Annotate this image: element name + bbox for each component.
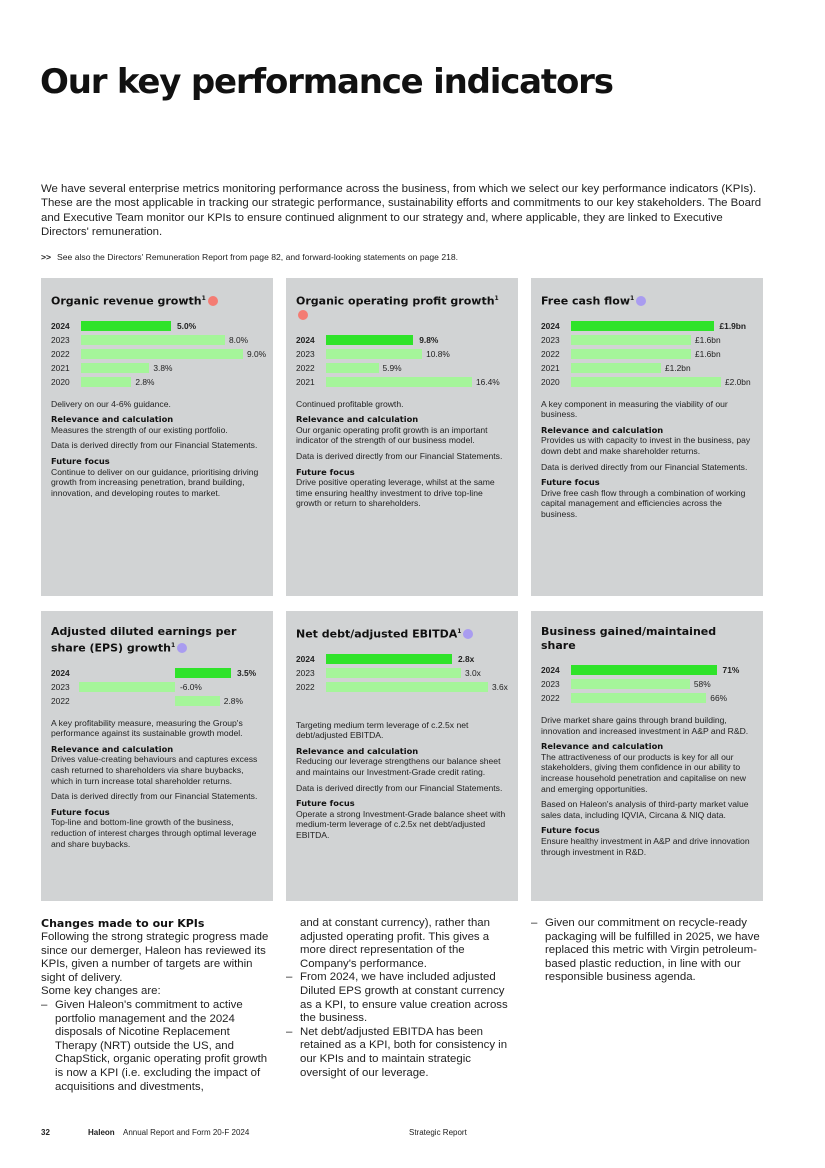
future-focus-text: Ensure healthy investment in A&P and drive innovation through investment in R&D.: [541, 835, 750, 857]
bar-value-label: 3.8%: [153, 362, 173, 373]
bar-value-label: 5.0%: [177, 320, 197, 331]
bar-2023: [79, 682, 175, 692]
relevance-text: Measures the strength of our existing portfolio.: [51, 424, 228, 435]
kpi-title: [296, 625, 508, 642]
bar-2021: [81, 363, 149, 373]
relevance-heading: Relevance and calculation: [541, 424, 664, 435]
bar-value-label: £1.2bn: [665, 362, 691, 373]
kpi-card-free-cash-flow: [531, 278, 763, 596]
bar-2022: [571, 693, 706, 703]
kpi-title-text: Adjusted diluted earnings per share (EPS) growth: [51, 625, 237, 655]
data-source-text: Data is derived directly from our Financial Statements.: [296, 451, 503, 462]
bar-2022: [326, 363, 379, 373]
future-focus-text: Drive free cash flow through a combination of working capital management and efficiencies across the business.: [541, 487, 746, 519]
changes-heading: Changes made to our KPIs: [41, 917, 205, 930]
changes-item-1b: and at constant currency), rather than adjusted operating profit. This gives a more direct representation of the Company's performance.: [300, 917, 490, 970]
footnote-marker: 1: [201, 295, 206, 302]
bar-row-2022: [541, 347, 753, 361]
page-title: Our key performance indicators: [40, 62, 613, 102]
relevance-text: Provides us with capacity to invest in the business, pay down debt and make shareholder returns.: [541, 435, 751, 457]
footer-brand: Haleon: [88, 1128, 115, 1137]
kpi-title: [51, 292, 263, 309]
relevance-text: The attractiveness of our products is key for all our stakeholders, giving them confidence in our ability to increase household penetration and capitalise on new and emerging opportunities.: [541, 751, 746, 794]
kpi-bar-chart: [541, 319, 753, 389]
kpi-description: [296, 720, 508, 841]
bar-2022: [175, 696, 220, 706]
bar-2023: [571, 335, 691, 345]
changes-item-1a: – Given Haleon's commitment to active portfolio management and the 2024 disposals of Nicotine Replacement Therapy (NRT) outside the US, and ChapStick, organic operating profit growth is now a KPI (i.e. excluding the impact of acquisitions and divestments,: [41, 999, 273, 1094]
kpi-description: [51, 399, 263, 499]
bar-value-label: 8.0%: [229, 334, 249, 345]
changes-column-3: [531, 917, 761, 985]
bar-category-label: 2024: [296, 653, 315, 664]
kpi-summary: Delivery on our 4-6% guidance.: [51, 398, 171, 409]
kpi-bar-chart: [51, 666, 263, 708]
bar-category-label: 2023: [296, 348, 315, 359]
future-focus-heading: Future focus: [541, 825, 600, 836]
bar-row-2023: [541, 677, 753, 691]
kpi-title-text: Free cash flow: [541, 294, 631, 308]
red-dot-icon: [208, 296, 218, 306]
bar-category-label: 2022: [541, 348, 560, 359]
red-dot-icon: [298, 310, 308, 320]
kpi-bar-chart: [296, 333, 508, 389]
bar-category-label: 2020: [51, 376, 70, 387]
bar-value-label: 10.8%: [426, 348, 450, 359]
bar-row-2021: [51, 361, 263, 375]
data-source-text: Data is derived directly from our Financial Statements.: [51, 791, 258, 802]
bar-row-2024: [296, 333, 508, 347]
bar-row-2024: [51, 319, 263, 333]
kpi-summary: A key profitability measure, measuring the Group's performance against its sustainable growth model.: [51, 717, 243, 739]
relevance-text: Our organic operating profit growth is an important indicator of the strength of our business model.: [296, 424, 488, 446]
footnote-marker: 1: [457, 628, 462, 635]
kpi-title: [51, 625, 263, 656]
kpi-bar-chart: [296, 652, 508, 694]
bar-2024: [175, 668, 231, 678]
kpi-summary: Continued profitable growth.: [296, 398, 404, 409]
bar-category-label: 2022: [541, 693, 560, 703]
bar-value-label: 9.8%: [419, 334, 439, 345]
bar-row-2022: [541, 691, 753, 705]
future-focus-heading: Future focus: [541, 477, 600, 488]
bar-category-label: 2024: [51, 667, 70, 678]
kpi-card-adjusted-eps-growth: [41, 611, 273, 901]
bar-row-2020: [51, 375, 263, 389]
bar-value-label: 71%: [722, 665, 740, 675]
bar-value-label: 5.9%: [382, 362, 402, 373]
bar-row-2023: [51, 333, 263, 347]
bar-category-label: 2023: [541, 334, 560, 345]
bar-value-label: 2.8%: [223, 695, 243, 706]
kpi-description: [541, 715, 753, 857]
bar-value-label: 3.6x: [492, 681, 508, 692]
intro-paragraph: We have several enterprise metrics monitoring performance across the business, from which we select our key performance indicators (KPIs). These are the most applicable in tracking our strategic performance, sustainability efforts and commitments to our key stakeholders. The Board and Executive Team monitor our KPIs to ensure continued alignment to our strategy and, where applicable, they are linked to Executive Directors' remuneration.: [41, 183, 762, 239]
bar-value-label: £1.6bn: [695, 348, 721, 359]
bar-category-label: 2021: [296, 376, 315, 387]
kpi-description: [51, 718, 263, 850]
bar-2021: [571, 363, 661, 373]
bar-row-2022: [51, 694, 263, 708]
bar-2024: [81, 321, 171, 331]
bar-category-label: 2021: [51, 362, 70, 373]
kpi-summary: Targeting medium term leverage of c.2.5x net debt/adjusted EBITDA.: [296, 719, 469, 741]
bar-2023: [81, 335, 225, 345]
bar-value-label: 9.0%: [247, 348, 267, 359]
relevance-heading: Relevance and calculation: [541, 741, 664, 752]
footer-section: Strategic Report: [409, 1128, 467, 1137]
bar-row-2023: [296, 347, 508, 361]
purple-dot-icon: [636, 296, 646, 306]
footnote-marker: 1: [494, 295, 499, 302]
bar-category-label: 2022: [296, 681, 315, 692]
bar-2023: [326, 668, 461, 678]
bar-category-label: 2022: [51, 695, 70, 706]
bar-row-2021: [296, 375, 508, 389]
bar-value-label: 66%: [710, 693, 728, 703]
bar-value-label: £1.9bn: [719, 320, 747, 331]
kpi-title-text: Organic operating profit growth: [296, 294, 495, 308]
bar-2020: [81, 377, 131, 387]
kpi-title: [296, 292, 508, 323]
data-source-text: Data is derived directly from our Financial Statements.: [296, 782, 503, 793]
bar-category-label: 2020: [541, 376, 560, 387]
bar-row-2022: [51, 347, 267, 361]
changes-item-4: – Given our commitment on recycle-ready packaging will be fulfilled in 2025, we have replaced this metric with Virgin petroleum-based plastic reduction, in line with our responsible business agenda.: [531, 917, 761, 985]
footer-report-title: Annual Report and Form 20-F 2024: [123, 1128, 250, 1137]
data-source-text: Data is derived directly from our Financial Statements.: [51, 440, 258, 451]
page-number: 32: [41, 1128, 50, 1137]
bar-value-label: 3.5%: [237, 667, 257, 678]
bar-category-label: 2022: [51, 348, 70, 359]
bar-row-2023: [541, 333, 753, 347]
bar-category-label: 2023: [51, 334, 70, 345]
changes-intro: Following the strong strategic progress made since our demerger, Haleon has reviewed its KPIs, given a number of targets are within sight of delivery.: [41, 931, 269, 984]
bar-category-label: 2024: [296, 334, 315, 345]
bar-category-label: 2023: [541, 679, 560, 689]
future-focus-heading: Future focus: [51, 806, 110, 817]
kpi-card-net-debt-ebitda: [286, 611, 518, 901]
bar-category-label: 2021: [541, 362, 560, 373]
future-focus-text: Operate a strong Investment-Grade balance sheet with medium-term leverage of c.2.5x net debt/adjusted EBITDA.: [296, 808, 506, 840]
changes-item-3: – Net debt/adjusted EBITDA has been retained as a KPI, both for consistency in our KPIs and to maintain strategic oversight of our leverage.: [286, 1026, 518, 1080]
footnote-marker: 1: [630, 295, 635, 302]
bar-row-2022: [296, 361, 508, 375]
bar-category-label: 2024: [51, 320, 70, 331]
bar-2020: [571, 377, 721, 387]
bar-row-2021: [541, 361, 753, 375]
bar-row-2023: [296, 666, 508, 680]
bar-2024: [326, 335, 413, 345]
changes-column-2: [286, 917, 518, 1080]
bar-value-label: £2.0bn: [725, 376, 751, 387]
future-focus-heading: Future focus: [296, 466, 355, 477]
changes-item-2: – From 2024, we have included adjusted Diluted EPS growth at constant currency as a KPI, to ensure value creation across the business.: [286, 971, 518, 1025]
see-also-link[interactable]: See also the Directors' Remuneration Report from page 82, and forward-looking statements on page 218.: [57, 252, 459, 262]
kpi-card-organic-revenue: [41, 278, 273, 596]
future-focus-text: Top-line and bottom-line growth of the business, reduction of interest charges through optimal leverage and share buybacks.: [51, 817, 257, 849]
bar-row-2024: [541, 319, 753, 333]
bar-row-2020: [541, 375, 753, 389]
bar-value-label: 16.4%: [475, 376, 500, 387]
bar-value-label: 58%: [693, 679, 711, 689]
bar-2024: [571, 665, 717, 675]
kpi-title-text: Net debt/adjusted EBITDA: [296, 627, 458, 641]
bar-2023: [571, 679, 690, 689]
purple-dot-icon: [463, 629, 473, 639]
bar-value-label: 2.8%: [135, 376, 155, 387]
see-also-marker: >>: [41, 252, 52, 262]
bar-2023: [326, 349, 422, 359]
relevance-heading: Relevance and calculation: [51, 414, 174, 425]
changes-column-1: [41, 917, 273, 1094]
kpi-bar-chart: [541, 663, 753, 705]
relevance-heading: Relevance and calculation: [296, 745, 419, 756]
bar-value-label: £1.6bn: [695, 334, 721, 345]
purple-dot-icon: [177, 643, 187, 653]
future-focus-text: Drive positive operating leverage, whilst at the same time ensuring healthy investment to drive top-line growth or return to shareholders.: [296, 477, 495, 509]
kpi-title: [541, 292, 753, 309]
future-focus-text: Continue to deliver on our guidance, prioritising driving growth from increasing penetration, brand building, innovation, and developing routes to market.: [51, 466, 259, 498]
kpi-title-text: Business gained/maintained share: [541, 625, 717, 652]
bar-row-2024: [296, 652, 508, 666]
bar-2021: [326, 377, 472, 387]
bar-2024: [571, 321, 714, 331]
bar-row-2024: [541, 663, 753, 677]
bar-category-label: 2024: [541, 665, 560, 675]
kpi-card-organic-operating-profit: [286, 278, 518, 596]
changes-lead: Some key changes are:: [41, 985, 161, 998]
kpi-description: [541, 399, 753, 520]
data-source-text: Data is derived directly from our Financial Statements.: [541, 461, 748, 472]
bar-2022: [571, 349, 691, 359]
bar-2024: [326, 654, 452, 664]
relevance-text: Drives value-creating behaviours and captures excess cash returned to shareholders via share buybacks, which in turn increase total shareholder returns.: [51, 754, 258, 786]
bar-category-label: 2022: [296, 362, 315, 373]
kpi-summary: A key component in measuring the viability of our business.: [541, 398, 728, 420]
kpi-description: [296, 399, 508, 509]
kpi-title-text: Organic revenue growth: [51, 294, 202, 308]
see-also-note: [41, 252, 781, 262]
future-focus-heading: Future focus: [296, 798, 355, 809]
relevance-heading: Relevance and calculation: [51, 743, 174, 754]
relevance-heading: Relevance and calculation: [296, 414, 419, 425]
kpi-bar-chart: [51, 319, 267, 389]
bar-value-label: 3.0x: [465, 667, 481, 678]
bar-category-label: 2023: [51, 681, 70, 692]
kpi-summary: Drive market share gains through brand building, innovation and increased investment in A&P and R&D.: [541, 715, 749, 736]
data-source-text: Based on Haleon's analysis of third-party market value sales data, including IQVIA, Circana & NIQ data.: [541, 799, 749, 820]
bar-value-label: 2.8x: [458, 653, 475, 664]
bar-category-label: 2023: [296, 667, 315, 678]
kpi-title: [541, 625, 753, 653]
kpi-card-market-share: [531, 611, 763, 901]
bar-row-2023: [51, 680, 263, 694]
bar-row-2022: [296, 680, 508, 694]
future-focus-heading: Future focus: [51, 456, 110, 467]
bar-value-label: -6.0%: [180, 681, 202, 692]
footnote-marker: 1: [171, 642, 176, 649]
relevance-text: Reducing our leverage strengthens our balance sheet and maintains our Investment-Grade credit rating.: [296, 756, 501, 778]
bar-2022: [81, 349, 243, 359]
bar-2022: [326, 682, 488, 692]
bar-category-label: 2024: [541, 320, 560, 331]
bar-row-2024: [51, 666, 263, 680]
